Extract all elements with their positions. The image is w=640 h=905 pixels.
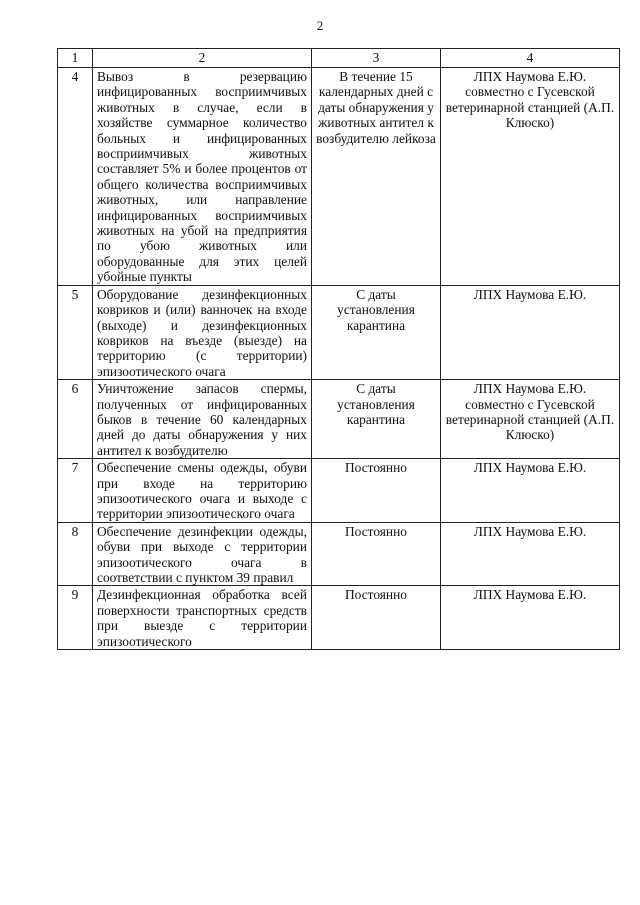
row-action: Оборудование дезинфекционных ковриков и (или) ванночек на входе (выходе) и дезинфекционных ковриков на въезде (выезде) на территорию (с территории) эпизоотического очага	[93, 285, 312, 379]
row-action: Дезинфекционная обработка всей поверхности транспортных средств при выезде с территории эпизоотического	[93, 586, 312, 650]
row-responsible: ЛПХ Наумова Е.Ю.	[441, 586, 620, 650]
row-responsible: ЛПХ Наумова Е.Ю. совместно с Гусевской ветеринарной станцией (А.П. Клюско)	[441, 68, 620, 286]
row-number: 6	[58, 380, 93, 459]
row-term: С даты установления карантина	[312, 285, 441, 379]
measures-table	[57, 48, 620, 650]
row-number: 8	[58, 522, 93, 586]
row-term: В течение 15 календарных дней с даты обнаружения у животных антител к возбудителю лейкоза	[312, 68, 441, 286]
row-term: С даты установления карантина	[312, 380, 441, 459]
row-responsible: ЛПХ Наумова Е.Ю.	[441, 522, 620, 586]
header-col-4: 4	[441, 49, 620, 68]
row-term: Постоянно	[312, 522, 441, 586]
row-responsible: ЛПХ Наумова Е.Ю.	[441, 285, 620, 379]
row-number: 5	[58, 285, 93, 379]
header-col-1: 1	[58, 49, 93, 68]
page-number: 2	[316, 18, 324, 33]
row-term: Постоянно	[312, 459, 441, 523]
row-responsible: ЛПХ Наумова Е.Ю.	[441, 459, 620, 523]
table-header-row	[58, 49, 620, 68]
row-action: Вывоз в резервацию инфицированных восприимчивых животных в случае, если в хозяйстве суммарное количество больных и инфицированных восприимчивых животных составляет 5% и более процентов от общего количества восприимчивых животных, или направление инфицированных восприимчивых животных на убой на предприятия по убою животных или оборудованные для этих целей убойные пункты	[93, 68, 312, 286]
table-row	[58, 68, 620, 286]
row-action: Уничтожение запасов спермы, полученных от инфицированных быков в течение 60 календарных дней до даты обнаружения у них антител к возбудителю	[93, 380, 312, 459]
header-col-2: 2	[93, 49, 312, 68]
row-number: 9	[58, 586, 93, 650]
table-row	[58, 285, 620, 379]
header-col-3: 3	[312, 49, 441, 68]
row-term: Постоянно	[312, 586, 441, 650]
row-number: 4	[58, 68, 93, 286]
row-number: 7	[58, 459, 93, 523]
table-row	[58, 380, 620, 459]
row-responsible: ЛПХ Наумова Е.Ю. совместно с Гусевской ветеринарной станцией (А.П. Клюско)	[441, 380, 620, 459]
row-action: Обеспечение смены одежды, обуви при входе на территорию эпизоотического очага и выходе с территории эпизоотического очага	[93, 459, 312, 523]
table-row	[58, 522, 620, 586]
row-action: Обеспечение дезинфекции одежды, обуви при выходе с территории эпизоотического очага в соответствии с пунктом 39 правил	[93, 522, 312, 586]
table-row	[58, 459, 620, 523]
table-row	[58, 586, 620, 650]
